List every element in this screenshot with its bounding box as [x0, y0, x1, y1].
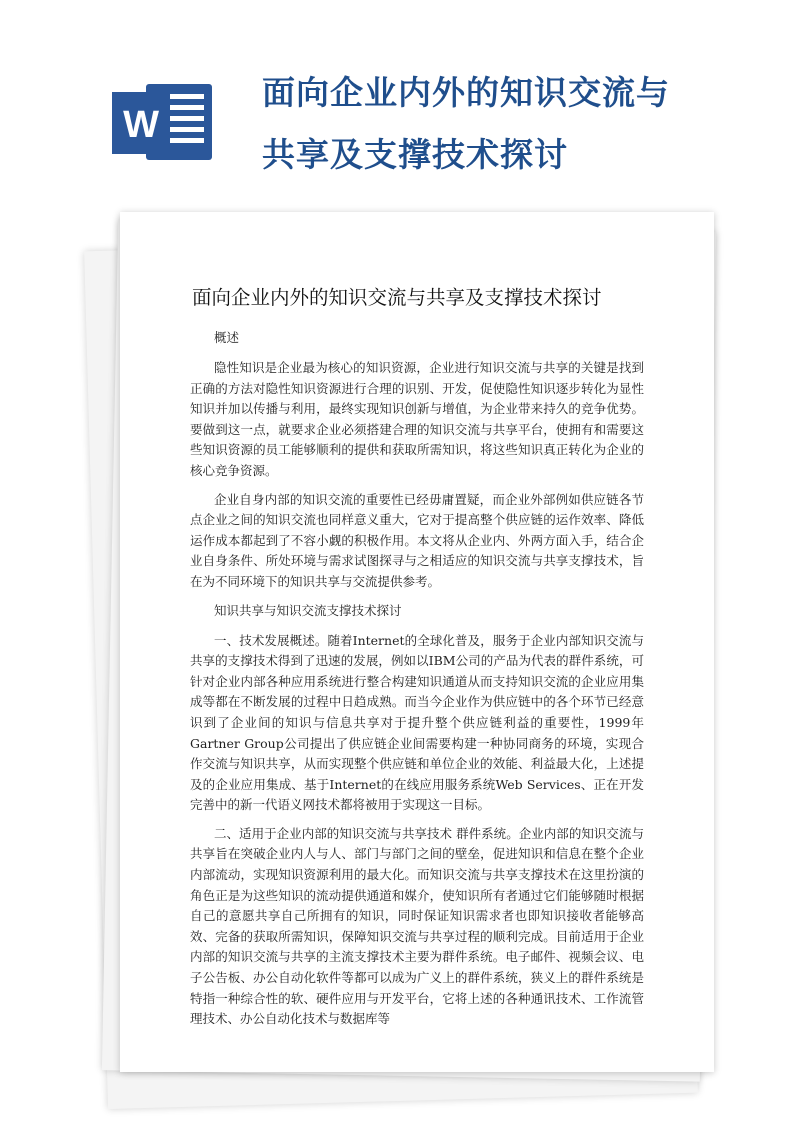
- document-title: 面向企业内外的知识交流与共享及支撑技术探讨: [192, 286, 602, 309]
- document-body: [190, 328, 644, 1038]
- page-header: [0, 0, 800, 205]
- paragraph: 隐性知识是企业最为核心的知识资源，企业进行知识交流与共享的关键是找到正确的方法对隐性知识资源进行合理的识别、开发，促使隐性知识逐步转化为显性知识并加以传播与利用，最终实现知识创新与增值，为企业带来持久的竞争优势。要做到这一点，就要求企业必须搭建合理的知识交流与共享平台，使拥有和需要这些知识资源的员工能够顺利的提供和获取所需知识，将这些知识真正转化为企业的核心竞争资源。: [190, 360, 644, 478]
- paragraph: 二、适用于企业内部的知识交流与共享技术 群件系统。企业内部的知识交流与共享旨在突破企业内人与人、部门与部门之间的壁垒，促进知识和信息在整个企业内部流动，实现知识资源利用的最大化。而知识交流与共享支撑技术在这里扮演的角色正是为这些知识的流动提供通道和媒介，使知识所有者通过它们能够随时根据自己的意愿共享自己所拥有的知识，同时保证知识需求者也即知识接收者能够高效、完备的获取所需知识，保障知识交流与共享过程的顺利完成。目前适用于企业内部的知识交流与共享的主流支撑技术主要为群件系统。电子邮件、视频会议、电子公告板、办公自动化软件等都可以成为广义上的群件系统，狭义上的群件系统是特指一种综合性的软、硬件应用与开发平台，它将上述的各种通讯技术、工作流管理技术、办公自动化技术与数据库等: [190, 825, 644, 1027]
- section-heading-overview: 概述: [214, 330, 240, 345]
- paragraph: 一、技术发展概述。随着Internet的全球化普及，服务于企业内部知识交流与共享的支撑技术得到了迅速的发展，例如以IBM公司的产品为代表的群件系统，可针对企业内部各种应用系统进行整合构建知识通道从而支持知识交流的企业应用集成等都在不断发展的过程中日趋成熟。而当今企业作为供应链中的各个环节已经意识到了企业间的知识与信息共享对于提升整个供应链利益的重要性，1999年Gartner Group公司提出了供应链企业间需要构建一种协同商务的环境，实现合作交流与知识共享，从而实现整个供应链和单位企业的效能、利益最大化，上述提及的企业应用集成、基于Internet的在线应用服务系统Web Services、正在开发完善中的新一代语义网技术都将被用于实现这一目标。: [190, 632, 644, 813]
- page-heading: 面向企业内外的知识交流与共享及支撑技术探讨: [262, 73, 670, 174]
- word-icon-letter: W: [123, 104, 159, 146]
- word-document-icon: [112, 78, 216, 166]
- paragraph: 企业自身内部的知识交流的重要性已经毋庸置疑，而企业外部例如供应链各节点企业之间的知识交流也同样意义重大，它对于提高整个供应链的运作效率、降低运作成本都起到了不容小觑的积极作用。本文将从企业内、外两方面入手，结合企业自身条件、所处环境与需求试图探寻与之相适应的知识交流与共享支撑技术，旨在为不同环境下的知识共享与交流提供参考。: [190, 491, 644, 589]
- section-heading-tech: 知识共享与知识交流支撑技术探讨: [214, 602, 402, 618]
- document-page: [120, 212, 714, 1072]
